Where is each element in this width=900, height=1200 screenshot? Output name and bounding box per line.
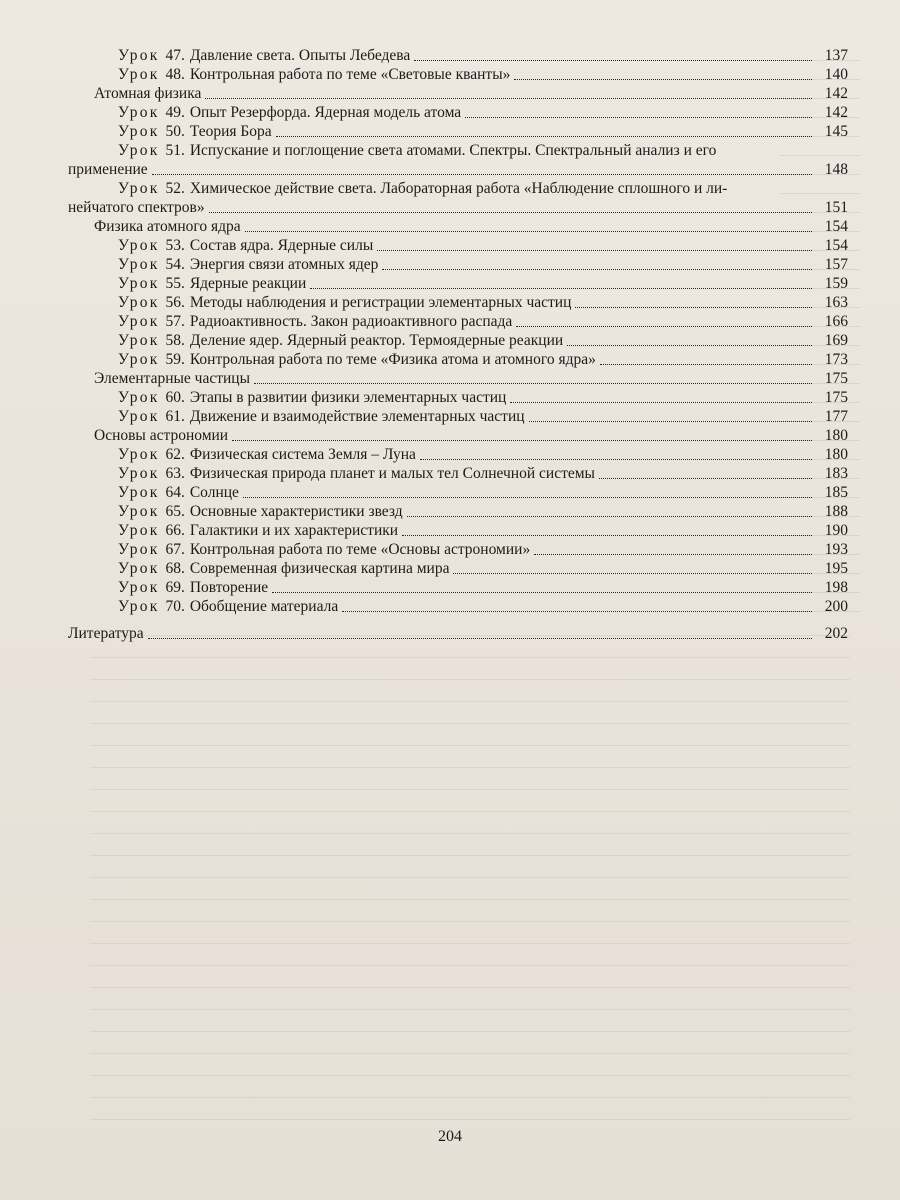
page-ref: 195 — [824, 560, 848, 577]
lesson-number: 58. — [165, 332, 185, 349]
entry-title: Состав ядра. Ядерные силы — [189, 237, 374, 254]
dot-leader — [245, 231, 812, 232]
lesson-label: Урок — [118, 104, 160, 121]
toc-entry — [68, 597, 848, 616]
dot-leader — [514, 79, 812, 80]
entry-title: Атомная физика — [94, 85, 202, 102]
dot-leader — [382, 269, 812, 270]
lesson-label: Урок — [118, 484, 160, 501]
dot-leader — [529, 421, 812, 422]
lesson-number: 54. — [165, 256, 185, 273]
lesson-number: 68. — [165, 560, 185, 577]
lesson-label: Урок — [118, 142, 160, 159]
lesson-label: Урок — [118, 389, 160, 406]
toc-entry — [68, 274, 848, 293]
toc-entry — [68, 350, 848, 369]
toc-section — [68, 426, 848, 445]
toc-entry — [68, 331, 848, 350]
toc-entry — [68, 502, 848, 521]
lesson-label: Урок — [118, 560, 160, 577]
lesson-label: Урок — [118, 123, 160, 140]
lesson-number: 62. — [165, 446, 185, 463]
lesson-label: Урок — [118, 66, 160, 83]
page-ref: 177 — [824, 408, 848, 425]
lesson-label: Урок — [118, 408, 160, 425]
page-ref: 202 — [824, 625, 848, 642]
dot-leader — [209, 212, 812, 213]
entry-title: Контрольная работа по теме «Физика атома и атомного ядра» — [189, 351, 596, 368]
page-ref: 137 — [824, 47, 848, 64]
toc-entry — [68, 65, 848, 84]
lesson-label: Урок — [118, 313, 160, 330]
toc-entry — [68, 559, 848, 578]
lesson-number: 56. — [165, 294, 185, 311]
dot-leader — [232, 440, 812, 441]
lesson-number: 64. — [165, 484, 185, 501]
page-ref: 200 — [824, 598, 848, 615]
bleed-through-texture — [90, 635, 850, 1125]
dot-leader — [575, 307, 812, 308]
lesson-label: Урок — [118, 351, 160, 368]
entry-title: Повторение — [189, 579, 269, 596]
lesson-number: 70. — [165, 598, 185, 615]
lesson-number: 65. — [165, 503, 185, 520]
page-ref: 175 — [824, 389, 848, 406]
toc-entry — [68, 103, 848, 122]
page-ref: 154 — [824, 237, 848, 254]
toc-entry — [68, 464, 848, 483]
entry-title: Этапы в развитии физики элементарных частиц — [189, 389, 507, 406]
entry-title: Деление ядер. Ядерный реактор. Термоядерные реакции — [189, 332, 564, 349]
entry-title: Физическая природа планет и малых тел Солнечной системы — [189, 465, 595, 482]
page-ref: 159 — [824, 275, 848, 292]
toc-entry — [68, 388, 848, 407]
page-ref: 142 — [824, 85, 848, 102]
lesson-number: 59. — [165, 351, 185, 368]
lesson-number: 47. — [165, 47, 185, 64]
lesson-label: Урок — [118, 237, 160, 254]
dot-leader — [465, 117, 812, 118]
table-of-contents — [68, 46, 848, 643]
entry-title: Движение и взаимодействие элементарных частиц — [189, 408, 525, 425]
entry-title: Контрольная работа по теме «Световые кванты» — [189, 66, 511, 83]
page-ref: 183 — [824, 465, 848, 482]
page-ref: 175 — [824, 370, 848, 387]
dot-leader — [152, 174, 812, 175]
entry-title: Обобщение материала — [189, 598, 339, 615]
toc-section — [68, 369, 848, 388]
dot-leader — [254, 383, 812, 384]
page-ref: 154 — [824, 218, 848, 235]
dot-leader — [205, 98, 812, 99]
page-ref: 173 — [824, 351, 848, 368]
entry-title: Ядерные реакции — [189, 275, 307, 292]
entry-title: Энергия связи атомных ядер — [189, 256, 379, 273]
lesson-number: 60. — [165, 389, 185, 406]
lesson-number: 55. — [165, 275, 185, 292]
entry-title: Давление света. Опыты Лебедева — [189, 47, 411, 64]
dot-leader — [407, 516, 812, 517]
toc-entry — [68, 46, 848, 65]
page-ref: 169 — [824, 332, 848, 349]
lesson-label: Урок — [118, 446, 160, 463]
page-ref: 193 — [824, 541, 848, 558]
toc-entry-line1 — [68, 179, 848, 198]
lesson-number: 50. — [165, 123, 185, 140]
dot-leader — [600, 364, 812, 365]
lesson-label: Урок — [118, 465, 160, 482]
page-ref: 180 — [824, 446, 848, 463]
lesson-label: Урок — [118, 47, 160, 64]
page-ref: 157 — [824, 256, 848, 273]
lesson-label: Урок — [118, 579, 160, 596]
entry-title: Основы астрономии — [94, 427, 229, 444]
toc-entry — [68, 445, 848, 464]
page-ref: 145 — [824, 123, 848, 140]
dot-leader — [414, 60, 812, 61]
dot-leader — [243, 497, 812, 498]
lesson-label: Урок — [118, 503, 160, 520]
entry-title: Литература — [68, 625, 144, 642]
page-ref: 142 — [824, 104, 848, 121]
entry-title: Контрольная работа по теме «Основы астрономии» — [189, 541, 531, 558]
toc-entry-line2 — [68, 198, 848, 217]
toc-entry — [68, 578, 848, 597]
entry-title: Современная физическая картина мира — [189, 560, 450, 577]
toc-entry — [68, 236, 848, 255]
toc-entry — [68, 407, 848, 426]
lesson-number: 48. — [165, 66, 185, 83]
lesson-label: Урок — [118, 522, 160, 539]
page-ref: 163 — [824, 294, 848, 311]
page-ref: 166 — [824, 313, 848, 330]
lesson-number: 53. — [165, 237, 185, 254]
entry-title: Физика атомного ядра — [94, 218, 241, 235]
lesson-label: Урок — [118, 598, 160, 615]
dot-leader — [148, 638, 812, 639]
lesson-label: Урок — [118, 275, 160, 292]
entry-title: Основные характеристики звезд — [189, 503, 403, 520]
dot-leader — [310, 288, 812, 289]
toc-section — [68, 84, 848, 103]
entry-title: Галактики и их характеристики — [189, 522, 399, 539]
page-ref: 185 — [824, 484, 848, 501]
toc-entry — [68, 483, 848, 502]
lesson-title: Испускание и поглощение света атомами. Спектры. Спектральный анализ и его — [189, 142, 717, 159]
page-ref: 148 — [824, 161, 848, 178]
lesson-number: 57. — [165, 313, 185, 330]
dot-leader — [534, 554, 812, 555]
dot-leader — [599, 478, 812, 479]
lesson-label: Урок — [118, 180, 160, 197]
lesson-number: 49. — [165, 104, 185, 121]
entry-title: Теория Бора — [189, 123, 272, 140]
lesson-label: Урок — [118, 332, 160, 349]
dot-leader — [402, 535, 812, 536]
page-ref: 190 — [824, 522, 848, 539]
lesson-number: 61. — [165, 408, 185, 425]
page-ref: 198 — [824, 579, 848, 596]
toc-section — [68, 217, 848, 236]
page-ref: 151 — [824, 199, 848, 216]
toc-entry — [68, 293, 848, 312]
toc-entry — [68, 312, 848, 331]
entry-title: Методы наблюдения и регистрации элементарных частиц — [189, 294, 572, 311]
lesson-label: Урок — [118, 256, 160, 273]
dot-leader — [453, 573, 812, 574]
dot-leader — [276, 136, 812, 137]
lesson-title-cont: применение — [68, 161, 148, 178]
entry-title: Солнце — [189, 484, 239, 501]
page-ref: 180 — [824, 427, 848, 444]
lesson-label: Урок — [118, 294, 160, 311]
entry-title: Физическая система Земля – Луна — [189, 446, 416, 463]
entry-title: Радиоактивность. Закон радиоактивного распада — [189, 313, 513, 330]
lesson-title: Химическое действие света. Лабораторная работа «Наблюдение сплошного и ли- — [189, 180, 728, 197]
lesson-number: 67. — [165, 541, 185, 558]
toc-bibliography — [68, 624, 848, 643]
dot-leader — [516, 326, 812, 327]
entry-title: Опыт Резерфорда. Ядерная модель атома — [189, 104, 462, 121]
toc-entry-line2 — [68, 160, 848, 179]
dot-leader — [377, 250, 812, 251]
dot-leader — [567, 345, 812, 346]
lesson-number: 69. — [165, 579, 185, 596]
lesson-number: 66. — [165, 522, 185, 539]
dot-leader — [342, 611, 812, 612]
toc-entry — [68, 122, 848, 141]
lesson-title-cont: нейчатого спектров» — [68, 199, 205, 216]
page-ref: 188 — [824, 503, 848, 520]
toc-entry — [68, 255, 848, 274]
dot-leader — [272, 592, 812, 593]
toc-entry-line1 — [68, 141, 848, 160]
page-number: 204 — [438, 1128, 462, 1145]
entry-title: Элементарные частицы — [94, 370, 251, 387]
page-ref: 140 — [824, 66, 848, 83]
toc-entry — [68, 540, 848, 559]
lesson-label: Урок — [118, 541, 160, 558]
lesson-number: 52. — [165, 180, 185, 197]
toc-entry — [68, 521, 848, 540]
lesson-number: 63. — [165, 465, 185, 482]
dot-leader — [420, 459, 812, 460]
lesson-number: 51. — [165, 142, 185, 159]
dot-leader — [510, 402, 812, 403]
